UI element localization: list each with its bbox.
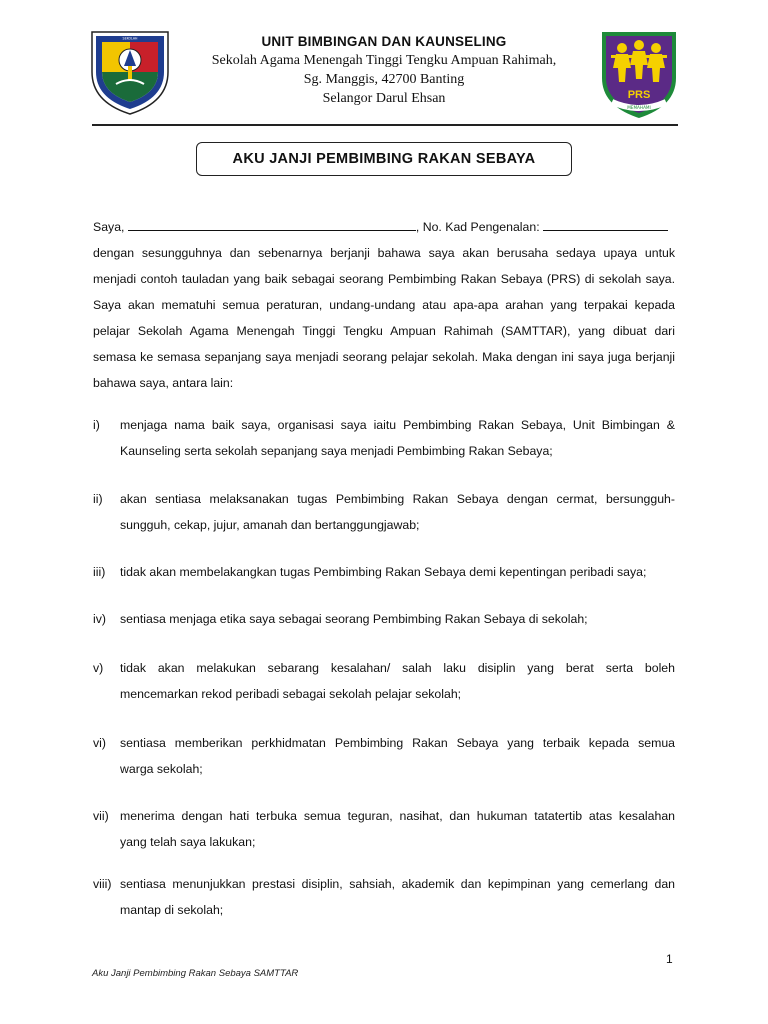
pledge-number: v) — [93, 661, 104, 675]
pledge-text: sentiasa memberikan perkhidmatan Pembimbing Rakan Sebaya yang terbaik kepada semua — [120, 736, 675, 750]
intro-first-line — [93, 214, 675, 240]
intro-line: pelajar Sekolah Agama Menengah Tinggi Tengku Ampuan Rahimah (SAMTTAR), yang dibuat dari — [93, 324, 675, 338]
pledge-number: iv) — [93, 612, 106, 626]
pledge-text: sentiasa menjaga etika saya sebagai seorang Pembimbing Rakan Sebaya di sekolah; — [120, 612, 588, 626]
svg-text:SEKOLAH: SEKOLAH — [122, 36, 138, 41]
unit-name: UNIT BIMBINGAN DAN KAUNSELING — [261, 34, 507, 49]
pledge-text: mantap di sekolah; — [120, 903, 224, 917]
document-title-text: AKU JANJI PEMBIMBING RAKAN SEBAYA — [232, 151, 536, 167]
page-number: 1 — [666, 952, 673, 966]
school-name: Sekolah Agama Menengah Tinggi Tengku Ampuan Rahimah, — [211, 53, 557, 68]
intro-line: menjadi contoh tauladan yang baik sebagai seorang Pembimbing Rakan Sebaya (PRS) di sekolah saya. — [93, 272, 675, 286]
pledge-text: Kaunseling serta sekolah sepanjang saya menjadi Pembimbing Rakan Sebaya; — [120, 444, 553, 458]
intro-line: bahawa saya, antara lain: — [93, 376, 234, 390]
prs-logo-motto: MEMAHAMI — [627, 105, 651, 110]
intro-line: Saya akan mematuhi semua peraturan, undang-undang atau apa-apa arahan yang terpakai kepada — [93, 298, 675, 312]
page-footer: Aku Janji Pembimbing Rakan Sebaya SAMTTAR — [92, 968, 299, 979]
pledge-number: i) — [93, 418, 100, 432]
pledge-text: menjaga nama baik saya, organisasi saya iaitu Pembimbing Rakan Sebaya, Unit Bimbingan & — [120, 418, 675, 432]
pledge-number: ii) — [93, 492, 103, 506]
pledge-text: akan sentiasa melaksanakan tugas Pembimbing Rakan Sebaya dengan cermat, bersungguh- — [120, 492, 675, 506]
prs-logo — [598, 28, 680, 120]
saya-label: Saya, — [93, 220, 125, 234]
intro-line: dengan sesungguhnya dan sebenarnya berjanji bahawa saya akan berusaha sedaya upaya untuk — [93, 246, 675, 260]
pledge-text: tidak akan membelakangkan tugas Pembimbing Rakan Sebaya demi kepentingan peribadi saya; — [120, 565, 647, 579]
name-blank-field[interactable] — [128, 218, 416, 231]
ic-label: , No. Kad Pengenalan: — [415, 220, 540, 234]
school-header — [180, 33, 588, 108]
pledge-number: viii) — [93, 877, 112, 891]
pledge-number: vii) — [93, 809, 109, 823]
document-title — [196, 142, 572, 176]
pledge-text: sentiasa menunjukkan prestasi disiplin, sahsiah, akademik dan kepimpinan yang cemerlang dan — [120, 877, 675, 891]
school-crest-logo — [88, 26, 172, 116]
intro-paragraph — [93, 214, 675, 396]
pledge-text: menerima dengan hati terbuka semua teguran, nasihat, dan hukuman tatatertib atas kesalahan — [120, 809, 675, 823]
header-divider — [92, 124, 678, 126]
pledge-text: tidak akan melakukan sebarang kesalahan/ salah laku disiplin yang berat serta boleh — [120, 661, 675, 675]
pledge-text: yang telah saya lakukan; — [120, 835, 256, 849]
pledge-number: iii) — [93, 565, 106, 579]
school-state: Selangor Darul Ehsan — [322, 91, 446, 106]
pledge-number: vi) — [93, 736, 106, 750]
intro-line: semasa ke semasa sepanjang saya menjadi seorang pelajar sekolah. Maka dengan ini saya juga berjanji — [93, 350, 675, 364]
pledge-text: sungguh, cekap, jujur, amanah dan bertanggungjawab; — [120, 518, 420, 532]
pledge-text: warga sekolah; — [120, 762, 203, 776]
ic-blank-field[interactable] — [543, 218, 668, 231]
school-address: Sg. Manggis, 42700 Banting — [303, 72, 465, 87]
pledge-text: mencemarkan rekod peribadi sebagai sekolah pelajar sekolah; — [120, 687, 462, 701]
prs-logo-text: PRS — [627, 89, 651, 101]
